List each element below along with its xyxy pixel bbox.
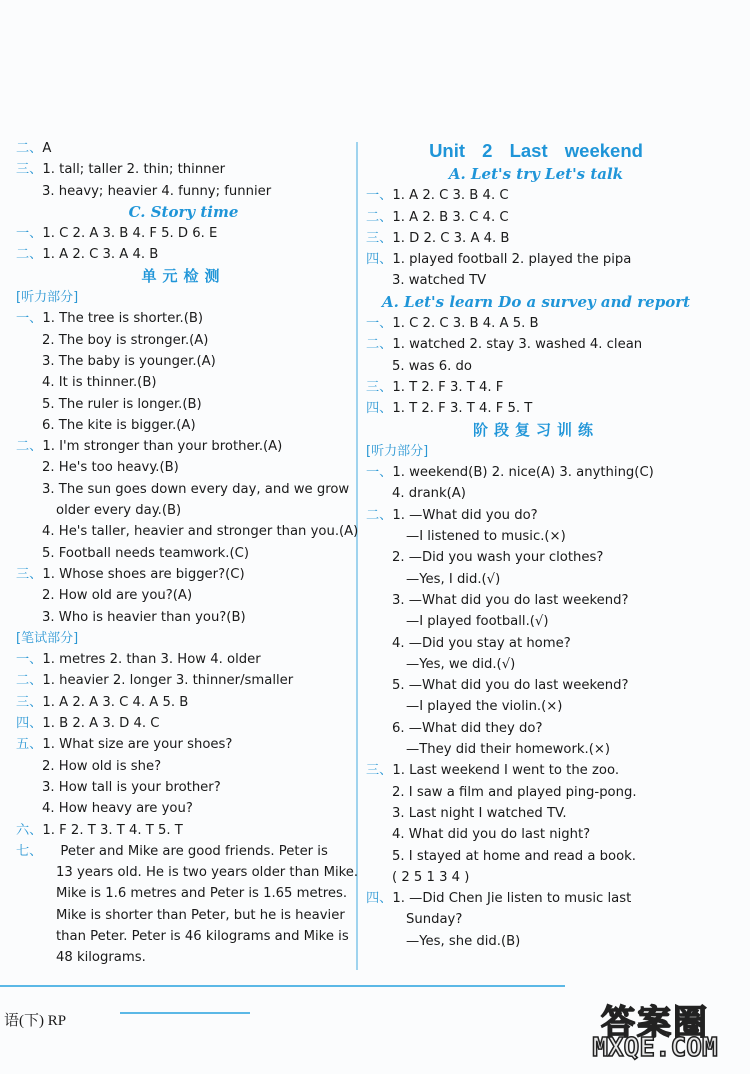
answer-text: 1. I'm stronger than your brother.(A)	[42, 439, 283, 455]
item-number: 一、	[366, 465, 393, 481]
answer-text: 3. —What did you do last weekend?	[392, 592, 629, 608]
answer-text: 1. tall; taller 2. thin; thinner	[42, 162, 226, 178]
answer-line	[366, 270, 706, 291]
answer-text: 2. I saw a film and played ping-pong.	[392, 784, 637, 800]
answer-line	[16, 777, 351, 798]
item-number: 七、	[16, 843, 43, 859]
answer-text: Sunday?	[406, 912, 463, 928]
watermark-url: MXQE.COM	[592, 1033, 718, 1063]
answer-line	[16, 351, 351, 372]
answer-text: 5. Football needs teamwork.(C)	[42, 545, 250, 561]
listening-label: [听力部分]	[366, 443, 429, 459]
answer-line	[366, 675, 706, 696]
page-footer: 语(下) RP	[4, 1013, 67, 1029]
answer-text: 6. The kite is bigger.(A)	[42, 417, 196, 433]
item-number: 一、	[16, 311, 43, 327]
item-number: 一、	[16, 226, 43, 242]
answer-line	[16, 372, 351, 393]
answer-text: 1. —Did Chen Jie listen to music last	[392, 891, 632, 907]
answer-line	[16, 564, 351, 585]
answer-line	[366, 633, 706, 654]
passage-line: Mike is shorter than Peter, but he is heavier	[56, 907, 345, 923]
answer-text: 1. A 2. A 3. C 4. A 5. B	[42, 694, 189, 710]
answer-line	[16, 500, 351, 521]
item-number: 四、	[366, 401, 393, 417]
answer-text: 2. The boy is stronger.(A)	[42, 332, 209, 348]
left-column	[16, 138, 359, 969]
item-number: 二、	[366, 337, 393, 353]
passage-line: than Peter. Peter is 46 kilograms and Mike is	[56, 928, 349, 944]
answer-text: —Yes, I did.(√)	[406, 571, 501, 587]
answer-text: A	[42, 141, 52, 156]
answer-text: 1. Last weekend I went to the zoo.	[392, 763, 620, 779]
answer-line	[366, 228, 706, 249]
answer-text: 6. —What did they do?	[392, 720, 543, 736]
answer-line	[366, 526, 706, 547]
answer-line	[366, 931, 706, 952]
item-number: 二、	[366, 507, 393, 523]
answer-line	[366, 313, 706, 334]
answer-text: 3. The baby is younger.(A)	[42, 353, 216, 369]
unit-title: Unit 2 Last weekend	[429, 140, 643, 161]
answer-text: 1. The tree is shorter.(B)	[42, 311, 204, 327]
listening-label: [听力部分]	[16, 290, 79, 306]
answer-text: 1. C 2. A 3. B 4. F 5. D 6. E	[42, 226, 218, 242]
bottom-rule	[0, 985, 565, 987]
passage-line: Mike is 1.6 metres and Peter is 1.65 metres.	[56, 886, 348, 902]
answer-text: 4. He's taller, heavier and stronger than you.(A)	[42, 524, 359, 540]
answer-line	[16, 138, 351, 159]
item-number: 三、	[366, 230, 393, 246]
footer-rule	[120, 1012, 250, 1014]
answer-line	[366, 654, 706, 675]
answer-line	[16, 543, 351, 564]
answer-line	[16, 394, 351, 415]
answer-text: 1. A 2. B 3. C 4. C	[392, 209, 509, 225]
answer-text: 4. —Did you stay at home?	[392, 635, 571, 651]
answer-text: 2. —Did you wash your clothes?	[392, 550, 604, 566]
item-number: 一、	[366, 188, 393, 204]
answer-line	[16, 798, 351, 819]
answer-line	[16, 308, 351, 329]
answer-line	[16, 223, 351, 244]
answer-line	[366, 888, 706, 909]
answer-line	[16, 479, 351, 500]
answer-text: 4. How heavy are you?	[42, 801, 193, 817]
answer-text: 3. heavy; heavier 4. funny; funnier	[42, 183, 272, 199]
item-number: 三、	[16, 694, 43, 710]
answer-text: 1. watched 2. stay 3. washed 4. clean	[392, 337, 643, 353]
item-number: 二、	[366, 209, 393, 225]
answer-seven	[16, 841, 351, 862]
answer-text: 4. drank(A)	[392, 486, 466, 502]
answer-text: 2. How old is she?	[42, 758, 162, 774]
item-number: 三、	[366, 379, 393, 395]
answer-text: 3. Last night I watched TV.	[392, 805, 567, 821]
answer-line	[16, 756, 351, 777]
answer-line	[16, 713, 351, 734]
answer-line	[366, 611, 706, 632]
item-number: 三、	[16, 566, 43, 582]
answer-text: 1. metres 2. than 3. How 4. older	[42, 652, 261, 668]
right-column	[366, 138, 706, 952]
answer-line	[16, 670, 351, 691]
answer-line	[366, 398, 706, 419]
item-number: 一、	[366, 316, 393, 332]
passage-line: 13 years old. He is two years older than Mike.	[56, 865, 359, 881]
item-number: 四、	[16, 716, 43, 732]
review-heading: 阶段复习训练	[472, 420, 599, 439]
answer-text: —Yes, she did.(B)	[406, 933, 521, 949]
answer-text: older every day.(B)	[56, 503, 182, 519]
answer-line	[366, 334, 706, 355]
answer-line	[366, 590, 706, 611]
answer-text: 5. was 6. do	[392, 358, 472, 374]
item-number: 四、	[366, 252, 393, 268]
answer-line	[16, 457, 351, 478]
answer-line	[366, 185, 706, 206]
answer-text: 1. Whose shoes are bigger?(C)	[42, 566, 245, 582]
watermark-text: 答案圈	[601, 1003, 709, 1043]
answer-line	[16, 607, 351, 628]
answer-line	[366, 846, 706, 867]
answer-text: 5. The ruler is longer.(B)	[42, 396, 202, 412]
answer-text: 4. What did you do last night?	[392, 827, 591, 843]
answer-text: 1. —What did you do?	[392, 507, 538, 523]
answer-text: —I played football.(√)	[406, 614, 549, 630]
answer-line	[366, 760, 706, 781]
watermark-logo	[570, 995, 740, 1067]
answer-line	[366, 824, 706, 845]
item-number: 三、	[16, 162, 43, 178]
answer-text: —I listened to music.(×)	[406, 529, 566, 545]
answer-text: 3. watched TV	[392, 273, 487, 289]
answer-text: —Yes, we did.(√)	[406, 656, 516, 672]
column-divider	[356, 142, 358, 970]
item-number: 三、	[366, 763, 393, 779]
answer-line	[16, 415, 351, 436]
answer-text: 1. T 2. F 3. T 4. F 5. T	[392, 401, 533, 417]
answer-text: 1. heavier 2. longer 3. thinner/smaller	[42, 673, 294, 689]
passage-first-line: Peter and Mike are good friends. Peter is	[60, 843, 328, 859]
answer-text: 1. B 2. A 3. D 4. C	[42, 716, 160, 732]
item-number: 二、	[16, 673, 43, 689]
answer-text: 3. How tall is your brother?	[42, 779, 221, 795]
item-number: 六、	[16, 822, 43, 838]
answer-text: —I played the violin.(×)	[406, 699, 563, 715]
a-lets-learn-heading: A. Let's learn Do a survey and report	[381, 292, 691, 311]
story-time-heading: C. Story time	[128, 202, 239, 221]
answer-line	[366, 483, 706, 504]
item-number: 四、	[366, 891, 393, 907]
answer-line	[366, 867, 706, 888]
answer-text: 2. He's too heavy.(B)	[42, 460, 179, 476]
writing-label: [笔试部分]	[16, 630, 79, 646]
item-number: 一、	[16, 652, 43, 668]
answer-text: —They did their homework.(×)	[406, 742, 611, 758]
answer-text: 1. F 2. T 3. T 4. T 5. T	[42, 822, 183, 838]
answer-line	[16, 521, 359, 542]
answer-text: 3. The sun goes down every day, and we grow	[42, 481, 350, 497]
passage-line: 48 kilograms.	[56, 950, 146, 966]
answer-text: 1. What size are your shoes?	[42, 737, 233, 753]
answer-line	[366, 207, 706, 228]
answer-line	[366, 377, 706, 398]
answer-line	[16, 692, 351, 713]
answer-line	[366, 569, 706, 590]
answer-text: 3. Who is heavier than you?(B)	[42, 609, 246, 625]
answer-text: 1. A 2. C 3. A 4. B	[42, 247, 159, 263]
answer-line	[16, 181, 351, 202]
answer-text: 1. C 2. C 3. B 4. A 5. B	[392, 316, 539, 332]
answer-line	[16, 820, 351, 841]
answer-text: 4. It is thinner.(B)	[42, 375, 157, 391]
item-number: 二、	[16, 439, 43, 455]
a-lets-try-heading: A. Let's try Let's talk	[448, 165, 624, 183]
answer-line	[366, 249, 706, 270]
answer-line	[366, 696, 706, 717]
answer-text: ( 2 5 1 3 4 )	[392, 869, 470, 885]
answer-line	[366, 909, 706, 930]
unit-test-heading: 单元检测	[141, 266, 226, 285]
item-number: 二、	[16, 247, 43, 263]
answer-line	[366, 462, 706, 483]
answer-line	[16, 436, 351, 457]
answer-line	[366, 547, 706, 568]
answer-text: 1. A 2. C 3. B 4. C	[392, 188, 509, 204]
answer-line	[366, 739, 706, 760]
answer-line	[366, 803, 706, 824]
answer-line	[366, 505, 706, 526]
answer-line	[366, 718, 706, 739]
answer-line	[366, 356, 706, 377]
answer-text: 1. T 2. F 3. T 4. F	[392, 379, 504, 395]
item-number: 五、	[16, 737, 43, 753]
item-number: 二、	[16, 141, 43, 156]
answer-line	[16, 159, 351, 180]
answer-text: 1. D 2. C 3. A 4. B	[392, 230, 510, 246]
answer-line	[16, 649, 351, 670]
answer-line	[16, 585, 351, 606]
answer-text: 2. How old are you?(A)	[42, 588, 193, 604]
answer-line	[16, 330, 351, 351]
answer-text: 5. —What did you do last weekend?	[392, 678, 629, 694]
answer-text: 1. weekend(B) 2. nice(A) 3. anything(C)	[392, 465, 654, 481]
answer-line	[16, 244, 351, 265]
answer-line	[366, 782, 706, 803]
answer-text: 1. played football 2. played the pipa	[392, 252, 632, 268]
answer-text: 5. I stayed at home and read a book.	[392, 848, 636, 864]
answer-line	[16, 734, 351, 755]
